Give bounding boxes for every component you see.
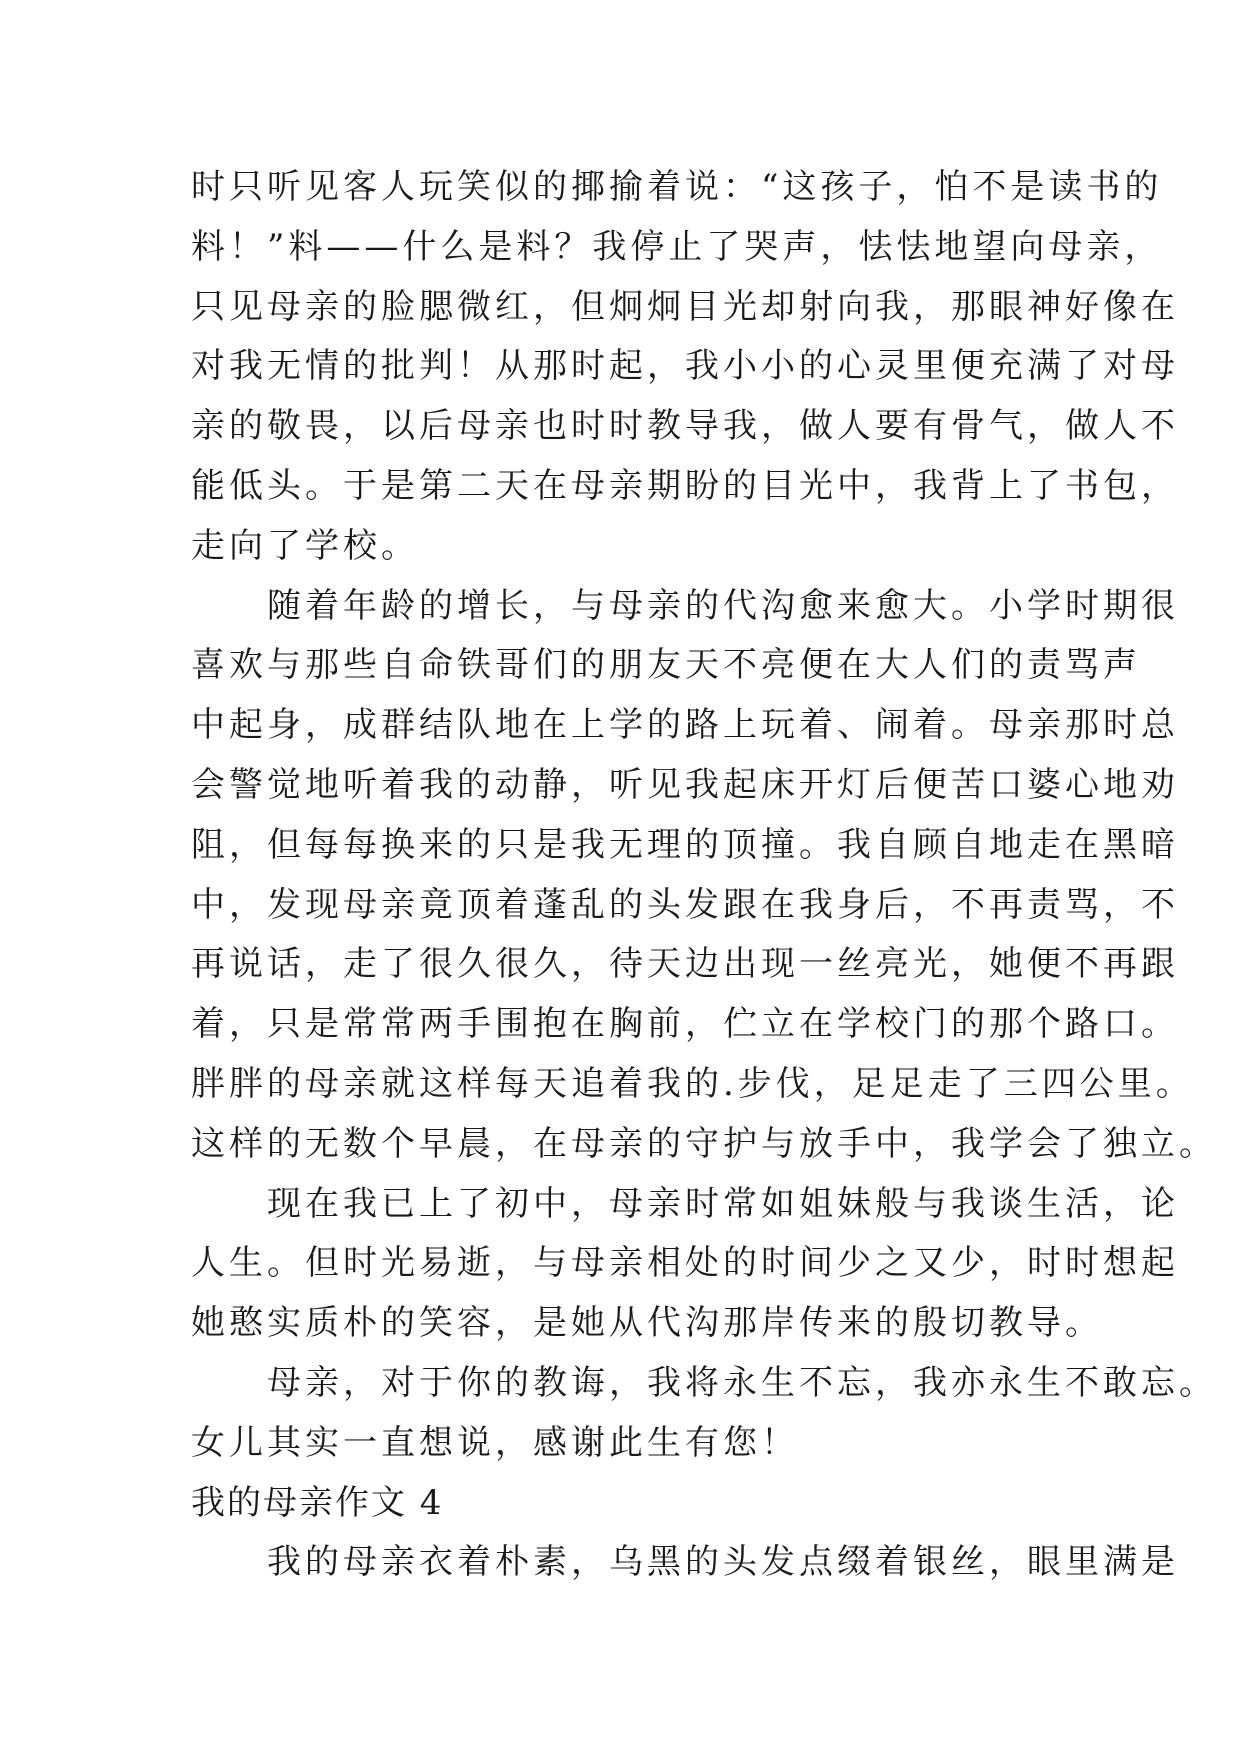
text-line: 走向了学校。	[191, 525, 419, 566]
text-line: 这样的无数个早晨，在母亲的守护与放手中，我学会了独立。	[191, 1123, 1217, 1164]
text-line: 母亲，对于你的教诲，我将永生不忘，我亦永生不敢忘。	[191, 1362, 1217, 1403]
text-line: 中起身，成群结队地在上学的路上玩着、闹着。母亲那时总	[191, 705, 1179, 746]
text-line: 随着年龄的增长，与母亲的代沟愈来愈大。小学时期很	[191, 585, 1179, 626]
text-line: 能低头。于是第二天在母亲期盼的目光中，我背上了书包，	[191, 465, 1179, 506]
text-line: 料！”料——什么是料？我停止了哭声，怯怯地望向母亲，	[191, 226, 1163, 267]
text-line: 中，发现母亲竟顶着蓬乱的头发跟在我身后，不再责骂，不	[191, 884, 1179, 925]
text-line: 胖胖的母亲就这样每天追着我的.步伐，足足走了三四公里。	[191, 1063, 1194, 1104]
text-line: 人生。但时光易逝，与母亲相处的时间少之又少，时时想起	[191, 1243, 1179, 1284]
text-line: 对我无情的批判！从那时起，我小小的心灵里便充满了对母	[191, 346, 1179, 387]
text-line: 只见母亲的脸腮微红，但炯炯目光却射向我，那眼神好像在	[191, 286, 1179, 327]
text-line: 着，只是常常两手围抱在胸前，伫立在学校门的那个路口。	[191, 1004, 1179, 1045]
text-line: 会警觉地听着我的动静，听见我起床开灯后便苦口婆心地劝	[191, 764, 1179, 805]
text-line: 阻，但每每换来的只是我无理的顶撞。我自顾自地走在黑暗	[191, 824, 1179, 865]
text-line: 再说话，走了很久很久，待天边出现一丝亮光，她便不再跟	[191, 944, 1179, 985]
text-line: 现在我已上了初中，母亲时常如姐妹般与我谈生活，论	[191, 1183, 1179, 1224]
essay-text	[191, 158, 1217, 1593]
section-heading: 我的母亲作文 4	[191, 1482, 444, 1523]
text-line: 亲的敬畏，以后母亲也时时教导我，做人要有骨气，做人不	[191, 406, 1179, 447]
text-line: 时只听见客人玩笑似的揶揄着说：“这孩子，怕不是读书的	[191, 167, 1163, 207]
text-line: 女儿其实一直想说，感谢此生有您！	[191, 1422, 799, 1463]
text-line: 我的母亲衣着朴素，乌黑的头发点缀着银丝，眼里满是	[191, 1542, 1179, 1583]
text-line: 她憨实质朴的笑容，是她从代沟那岸传来的殷切教导。	[191, 1303, 1103, 1344]
text-line: 喜欢与那些自命铁哥们的朋友天不亮便在大人们的责骂声	[191, 645, 1141, 686]
